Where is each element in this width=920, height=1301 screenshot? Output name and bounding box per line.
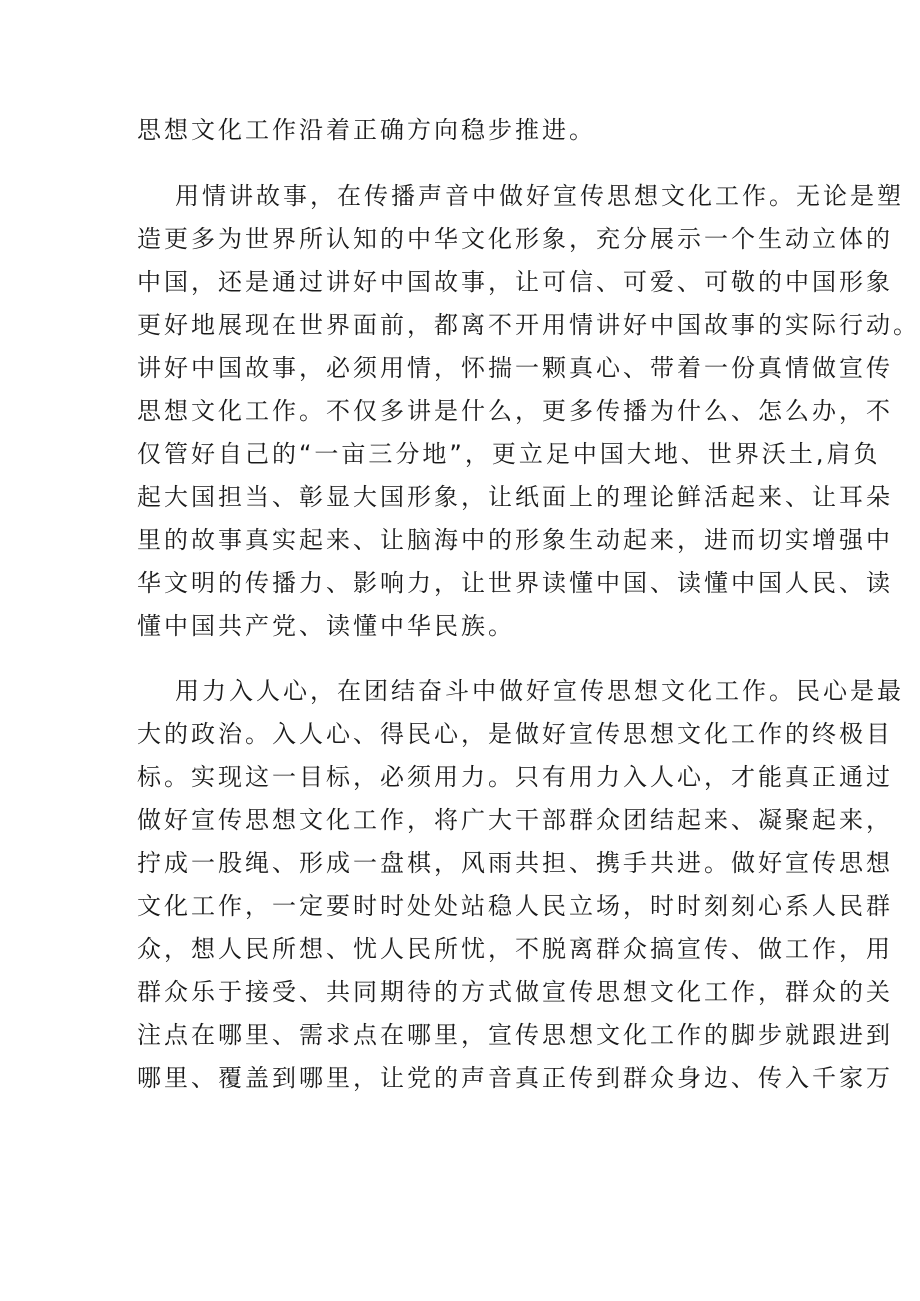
text-line-1: 思想文化工作沿着正确方向稳步推进。 xyxy=(137,116,596,144)
paragraph-3-line-1: 用力入人心，在团结奋斗中做好宣传思想文化工作。民心是最 xyxy=(175,677,904,705)
paragraph-2-line-7: 仅管好自己的“一亩三分地”，更立足中国大地、世界沃土,肩负 xyxy=(137,440,881,468)
paragraph-3-line-8: 群众乐于接受、共同期待的方式做宣传思想文化工作，群众的关 xyxy=(137,978,893,1006)
paragraph-2-line-10: 华文明的传播力、影响力，让世界读懂中国、读懂中国人民、读 xyxy=(137,569,893,597)
paragraph-2-line-6: 思想文化工作。不仅多讲是什么，更多传播为什么、怎么办，不 xyxy=(137,397,893,425)
paragraph-3-line-7: 众，想人民所想、忧人民所忧，不脱离群众搞宣传、做工作，用 xyxy=(137,935,893,963)
paragraph-2-line-3: 中国，还是通过讲好中国故事，让可信、可爱、可敬的中国形象 xyxy=(137,268,893,296)
paragraph-2-line-5: 讲好中国故事，必须用情，怀揣一颗真心、带着一份真情做宣传 xyxy=(137,354,893,382)
paragraph-3-line-3: 标。实现这一目标，必须用力。只有用力入人心，才能真正通过 xyxy=(137,763,893,791)
paragraph-2-line-1: 用情讲故事，在传播声音中做好宣传思想文化工作。无论是塑 xyxy=(175,182,904,210)
paragraph-2-line-11: 懂中国共产党、读懂中华民族。 xyxy=(137,612,515,640)
paragraph-2-line-2: 造更多为世界所认知的中华文化形象，充分展示一个生动立体的 xyxy=(137,225,893,253)
paragraph-3-line-9: 注点在哪里、需求点在哪里，宣传思想文化工作的脚步就跟进到 xyxy=(137,1021,893,1049)
paragraph-3-line-5: 拧成一股绳、形成一盘棋，风雨共担、携手共进。做好宣传思想 xyxy=(137,849,893,877)
paragraph-3-line-4: 做好宣传思想文化工作，将广大干部群众团结起来、凝聚起来， xyxy=(137,806,893,834)
paragraph-3-line-2: 大的政治。入人心、得民心，是做好宣传思想文化工作的终极目 xyxy=(137,720,893,748)
paragraph-2-line-4: 更好地展现在世界面前，都离不开用情讲好中国故事的实际行动。 xyxy=(137,311,920,339)
paragraph-2-line-9: 里的故事真实起来、让脑海中的形象生动起来，进而切实增强中 xyxy=(137,526,893,554)
paragraph-3-line-10: 哪里、覆盖到哪里，让党的声音真正传到群众身边、传入千家万 xyxy=(137,1064,893,1092)
paragraph-3-line-6: 文化工作，一定要时时处处站稳人民立场，时时刻刻心系人民群 xyxy=(137,892,893,920)
paragraph-2-line-8: 起大国担当、彰显大国形象，让纸面上的理论鲜活起来、让耳朵 xyxy=(137,483,893,511)
